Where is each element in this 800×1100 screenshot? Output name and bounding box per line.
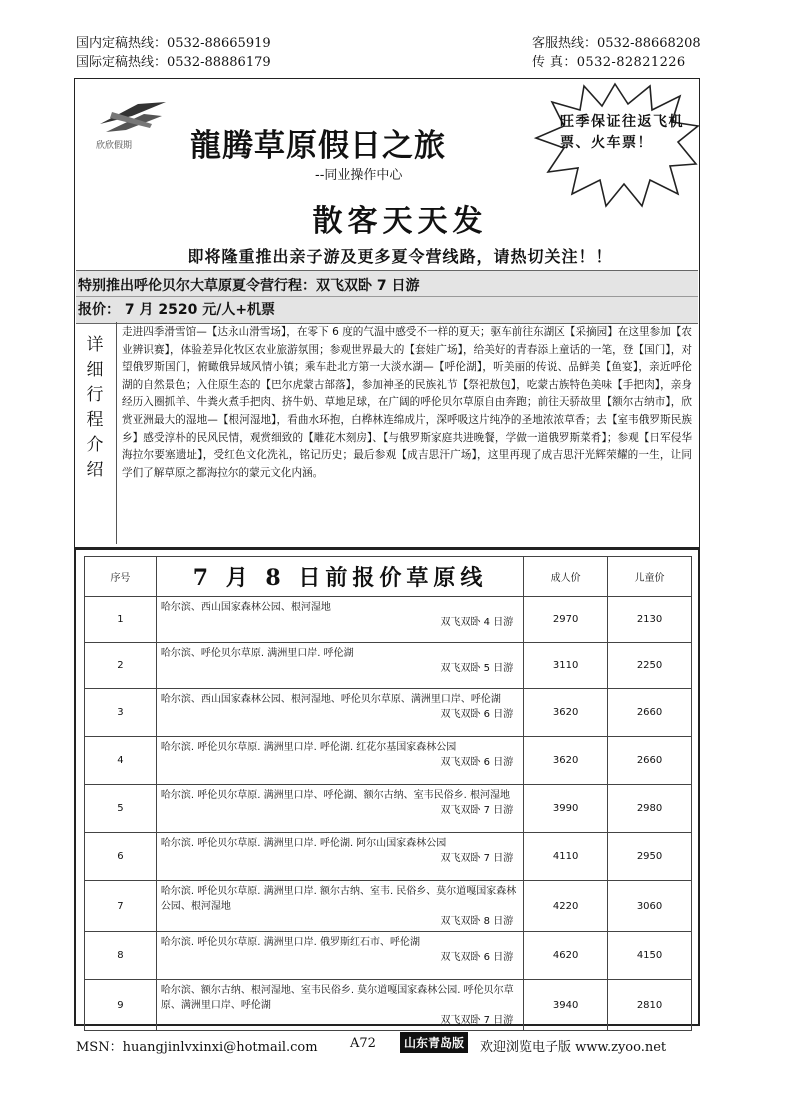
row-no: 3	[85, 689, 157, 737]
route-type: 双飞双卧 6 日游	[440, 952, 514, 963]
route-text: 哈尔滨、西山国家森林公园、根河湿地、呼伦贝尔草原、满洲里口岸、呼伦湖	[160, 694, 501, 705]
row-no: 5	[85, 785, 157, 833]
route-text: 哈尔滨、额尔古纳、根河湿地、室韦民俗乡. 莫尔道嘎国家森林公园. 呼伦贝尔草原、满洲里口岸、呼伦湖	[160, 985, 514, 1011]
adult-price: 3110	[524, 643, 608, 689]
adult-price: 2970	[524, 597, 608, 643]
route-cell	[156, 881, 523, 932]
table-row	[85, 980, 692, 1031]
feature-divider	[76, 296, 698, 297]
route-text: 哈尔滨. 呼伦贝尔草原. 满洲里口岸. 呼伦湖. 红花尔基国家森林公园	[160, 742, 457, 753]
adult-price: 4110	[524, 833, 608, 881]
route-text: 哈尔滨. 呼伦贝尔草原. 满洲里口岸. 额尔古纳、室韦. 民俗乡、莫尔道嘎国家森林公园、根河湿地	[160, 886, 517, 912]
route-type: 双飞双卧 7 日游	[440, 853, 514, 864]
detail-text: 走进四季滑雪馆—【达永山滑雪场】，在零下 6 度的气温中感受不一样的夏天；驱车前往东湖区【采摘园】在这里参加【农业辨识赛】，体验差异化牧区农业旅游氛围；参观世界最大的【套娃广场】，给美好的青春添上童话的一笔，登【国门】，对望俄罗斯国门，俯瞰俄异域风情小镇；乘车赴北方第一大淡水湖—【呼伦湖】，听美丽的传说、品鲜美【鱼宴】，亲近呼伦湖的自然景色；入住原生态的【巴尔虎蒙古部落】，参加神圣的民族礼节【祭祀敖包】，吃蒙古族特色美味【手把肉】，亲身经历入圈抓羊、牛粪火煮手把肉、挤牛奶、草地足球，在广阔的呼伦贝尔草原自由奔跑；前往天骄故里【额尔古纳市】，欣赏亚洲最大的湿地—【根河湿地】，看曲水环抱，白桦林连绵成片，深呼吸这片纯净的圣地浓浓草香；去【室韦俄罗斯民族乡】感受淳朴的民风民情，观赏细致的【雕花木刻房】、【与俄罗斯家庭共进晚餐，学做一道俄罗斯菜肴】；参观【日军侵华海拉尔要塞遗址】，受红色文化洗礼，铭记历史；最后参观【成吉思汗广场】，这里再现了成吉思汗光辉荣耀的一生，让同学们了解草原之都海拉尔的蒙元文化内涵。	[122, 326, 692, 479]
route-cell	[156, 689, 523, 737]
brand-subtitle: --同业操作中心	[315, 168, 403, 183]
adult-price: 3620	[524, 689, 608, 737]
child-price: 2810	[608, 980, 692, 1031]
feature-title: 特别推出呼伦贝尔大草原夏令营行程：双飞双卧 7 日游	[78, 278, 420, 294]
adult-price: 4220	[524, 881, 608, 932]
row-no: 6	[85, 833, 157, 881]
promo-line: 即将隆重推出亲子游及更多夏令营线路，请热切关注！！	[187, 247, 613, 266]
row-no: 1	[85, 597, 157, 643]
route-type: 双飞双卧 4 日游	[440, 617, 514, 628]
route-type: 双飞双卧 6 日游	[440, 709, 514, 720]
table-row	[85, 785, 692, 833]
route-text: 哈尔滨、西山国家森林公园、根河湿地	[160, 602, 331, 613]
table-row	[85, 833, 692, 881]
route-cell	[156, 980, 523, 1031]
price-table	[84, 556, 692, 1031]
route-type: 双飞双卧 8 日游	[440, 916, 514, 927]
adult-price: 3940	[524, 980, 608, 1031]
table-row	[85, 643, 692, 689]
feature-price: 报价： 7 月 2520 元/人+机票	[78, 302, 276, 318]
table-row	[85, 689, 692, 737]
route-cell	[156, 597, 523, 643]
col-header-no: 序号	[85, 557, 157, 597]
row-no: 8	[85, 932, 157, 980]
route-cell	[156, 833, 523, 881]
route-type: 双飞双卧 7 日游	[440, 1015, 514, 1026]
adult-price: 3990	[524, 785, 608, 833]
domestic-hotline: 国内定稿热线：0532-88665919	[76, 36, 271, 51]
child-price: 2250	[608, 643, 692, 689]
brand-title: 龍腾草原假日之旅	[190, 128, 446, 164]
route-type: 双飞双卧 6 日游	[440, 757, 514, 768]
route-cell	[156, 737, 523, 785]
daily-departure-title: 散客天天发	[312, 204, 488, 239]
child-price: 3060	[608, 881, 692, 932]
route-text: 哈尔滨. 呼伦贝尔草原. 满洲里口岸. 俄罗斯红石市、呼伦湖	[160, 937, 420, 948]
fax-line: 传 真：0532-82821226	[532, 55, 686, 70]
route-text: 哈尔滨、呼伦贝尔草原. 满洲里口岸. 呼伦湖	[160, 648, 354, 659]
col-header-adult: 成人价	[524, 557, 608, 597]
adult-price: 3620	[524, 737, 608, 785]
row-no: 9	[85, 980, 157, 1031]
table-row	[85, 737, 692, 785]
edition-badge: 山东青岛版	[400, 1032, 468, 1053]
footer-page-number: A72	[350, 1036, 376, 1051]
child-price: 2660	[608, 737, 692, 785]
burst-text: 旺季保证往返飞机票、火车票！	[560, 114, 684, 151]
route-cell	[156, 932, 523, 980]
adult-price: 4620	[524, 932, 608, 980]
route-cell	[156, 785, 523, 833]
child-price: 2980	[608, 785, 692, 833]
child-price: 2660	[608, 689, 692, 737]
table-row	[85, 932, 692, 980]
route-type: 双飞双卧 7 日游	[440, 805, 514, 816]
child-price: 2950	[608, 833, 692, 881]
route-text: 哈尔滨. 呼伦贝尔草原. 满洲里口岸. 呼伦湖. 阿尔山国家森林公园	[160, 838, 447, 849]
table-title: 7 月 8 日前报价草原线	[156, 557, 523, 597]
footer-msn: MSN：huangjinlvxinxi@hotmail.com	[76, 1040, 318, 1055]
detail-separator	[116, 322, 117, 544]
route-text: 哈尔滨. 呼伦贝尔草原. 满洲里口岸、呼伦湖、额尔古纳、室韦民俗乡. 根河湿地	[160, 790, 510, 801]
child-price: 4150	[608, 932, 692, 980]
row-no: 2	[85, 643, 157, 689]
row-no: 4	[85, 737, 157, 785]
detail-label: 详细行程介绍	[86, 335, 104, 480]
child-price: 2130	[608, 597, 692, 643]
route-cell	[156, 643, 523, 689]
footer-site: 欢迎浏览电子版 www.zyoo.net	[480, 1040, 667, 1055]
table-row	[85, 881, 692, 932]
route-type: 双飞双卧 5 日游	[440, 663, 514, 674]
service-hotline: 客服热线：0532-88668208	[532, 36, 701, 51]
col-header-child: 儿童价	[608, 557, 692, 597]
logo-subtitle: 欣欣假期	[96, 141, 133, 151]
row-no: 7	[85, 881, 157, 932]
table-row	[85, 597, 692, 643]
intl-hotline: 国际定稿热线：0532-88886179	[76, 55, 271, 70]
